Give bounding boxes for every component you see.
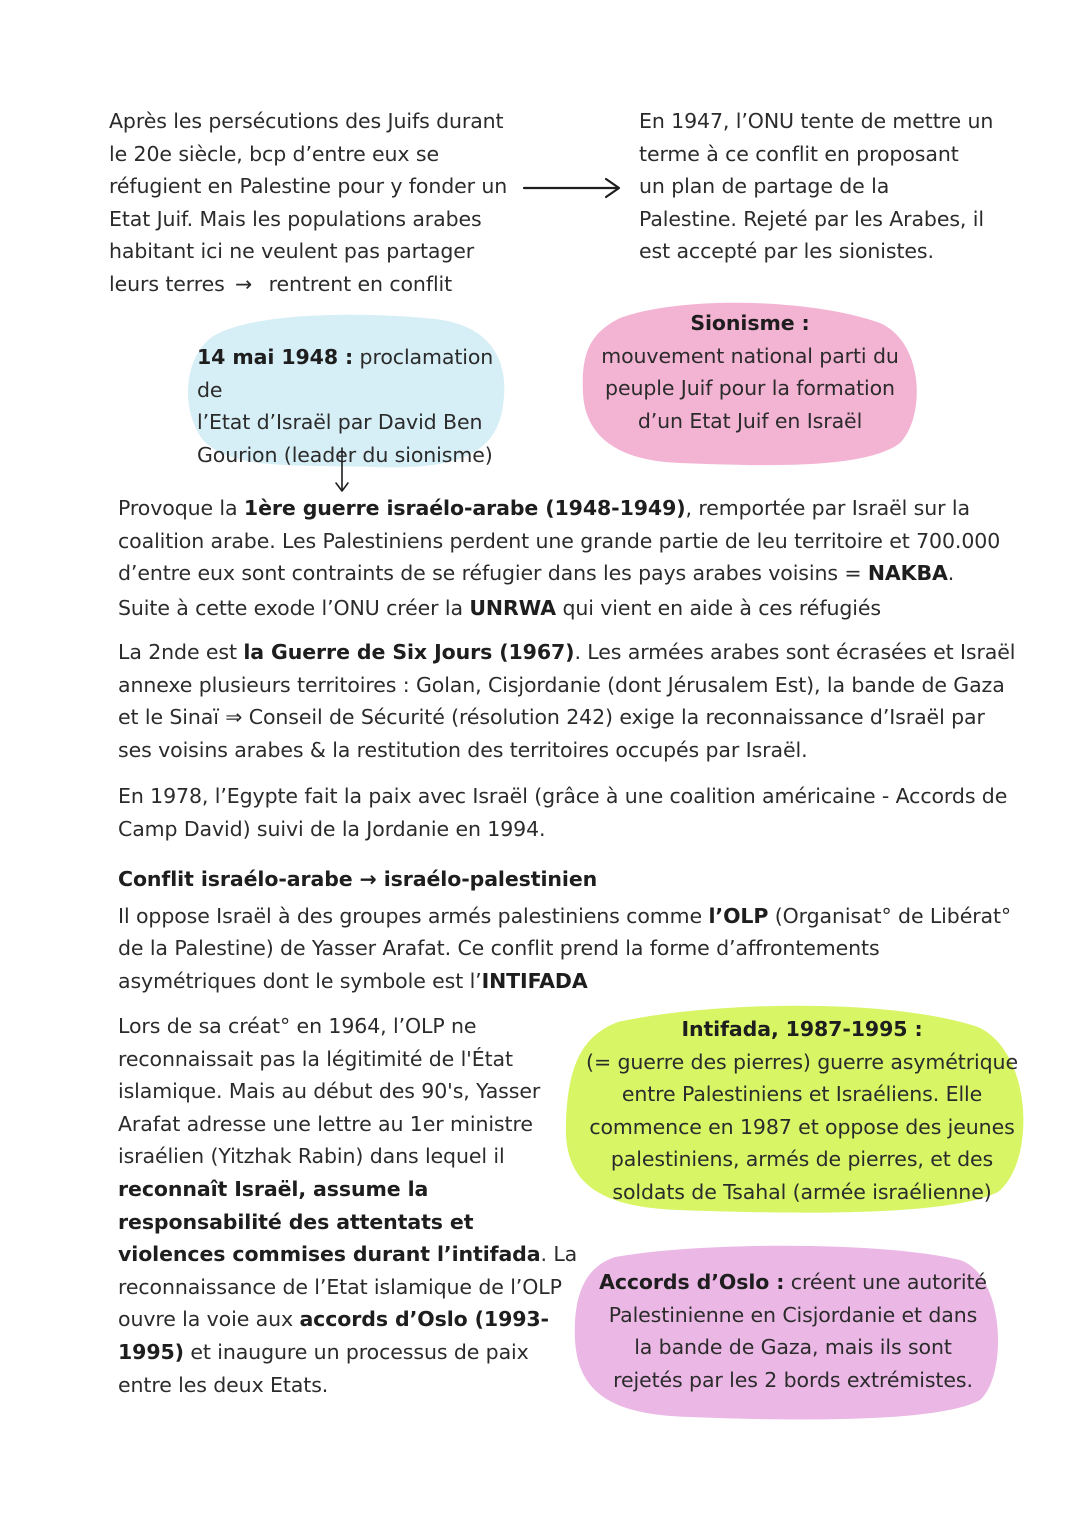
olp-term: l’OLP xyxy=(708,903,769,928)
intifada-box: Intifada, 1987-1995 : (= guerre des pierres) guerre asymétrique entre Palestiniens et Israéliens. Elle commence en 1987 et oppose des jeunes palestiniens, armés de pierres, et des soldats de Tsahal (armée israélienne) xyxy=(586,1017,1018,1204)
onu-line: un plan de partage de la xyxy=(639,174,890,199)
onu-plan-paragraph xyxy=(639,105,1019,268)
intro-line: Etat Juif. Mais les populations arabes xyxy=(109,206,482,231)
first-war-paragraph: Provoque la 1ère guerre israélo-arabe (1948-1949), remportée par Israël sur la coalition arabe. Les Palestiniens perdent une grande partie de leu territoire et 700.000 d’entre eux sont contraints de se réfugier dans les pays arabes voisins = NAKBA. Suite à cette exode l’ONU créer la UNRWA qui vient en aide à ces réfugiés xyxy=(118,492,1038,624)
down-arrow-icon xyxy=(332,446,352,494)
proclamation-box: 14 mai 1948 : proclamation de l’Etat d’Israël par David Ben Gourion (leader du sionisme) xyxy=(197,341,517,471)
intro-line: réfugient en Palestine pour y fonder un xyxy=(109,174,508,199)
conflict-line: de la Palestine) de Yasser Arafat. Ce conflit prend la forme d’affrontements xyxy=(118,936,880,961)
onu-line: En 1947, l’ONU tente de mettre un xyxy=(639,109,994,133)
first-war-title: 1ère guerre israélo-arabe (1948-1949) xyxy=(243,496,686,520)
onu-line: est accepté par les sionistes. xyxy=(639,239,934,264)
nakba-term: NAKBA xyxy=(867,561,948,586)
onu-line: Palestine. Rejeté par les Arabes, il xyxy=(639,206,984,231)
six-days-title: la Guerre de Six Jours (1967) xyxy=(243,640,575,664)
proclamation-line: l’Etat d’Israël par David Ben xyxy=(197,410,483,435)
peace-1978-paragraph xyxy=(118,780,1038,845)
sionisme-line: mouvement national parti du xyxy=(601,343,899,368)
intro-last-text: leurs terres xyxy=(109,271,225,296)
six-days-line: ses voisins arabes & la restitution des territoires occupés par Israël. xyxy=(118,737,808,762)
oslo-title: Accords d’Oslo : xyxy=(599,1270,785,1294)
intro-paragraph xyxy=(109,105,529,301)
intifada-title: Intifada, 1987-1995 : xyxy=(681,1017,923,1041)
intro-line xyxy=(109,268,529,301)
onu-line: terme à ce conflit en proposant xyxy=(639,141,959,166)
proclamation-date: 14 mai 1948 : xyxy=(197,345,354,369)
sionisme-line: peuple Juif pour la formation xyxy=(605,376,895,401)
proclamation-line: Gourion (leader du sionisme) xyxy=(197,442,493,467)
intro-line: le 20e siècle, bcp d’entre eux se xyxy=(109,141,439,166)
sionisme-line: d’un Etat Juif en Israël xyxy=(637,408,863,433)
intro-line: habitant ici ne veulent pas partager xyxy=(109,239,475,264)
six-days-line: et le Sinaï ⇒ Conseil de Sécurité (résolution 242) exige la reconnaissance d’Israël par xyxy=(118,705,985,730)
peace-line: Camp David) suivi de la Jordanie en 1994. xyxy=(118,816,546,841)
sionisme-box xyxy=(590,307,910,437)
intifada-term: INTIFADA xyxy=(481,968,588,993)
sionisme-title: Sionisme : xyxy=(690,311,810,335)
first-war-line: coalition arabe. Les Palestiniens perdent une grande partie de leu territoire et 700.000 xyxy=(118,528,1001,553)
section-heading: Conflit israélo-arabe → israélo-palestinien xyxy=(118,867,598,891)
right-arrow-icon: → xyxy=(235,271,253,296)
conflict-section: Conflit israélo-arabe → israélo-palestinien Il oppose Israël à des groupes armés palestiniens comme l’OLP (Organisat° de Libérat° de la Palestine) de Yasser Arafat. Ce conflit prend la forme d’affrontements asymétriques dont le symbole est l’INTIFADA xyxy=(118,863,1038,997)
peace-line: En 1978, l’Egypte fait la paix avec Israël (grâce à une coalition américaine - Accords de xyxy=(118,784,1008,808)
intro-line: Après les persécutions des Juifs durant xyxy=(109,109,504,133)
long-right-arrow-icon xyxy=(522,176,622,200)
unrwa-term: UNRWA xyxy=(469,595,557,620)
oslo-box: Accords d’Oslo : créent une autorité Palestinienne en Cisjordanie et dans la bande de Gaza, mais ils sont rejetés par les 2 bords extrémistes. xyxy=(599,1270,987,1392)
intro-last-text: rentrent en conflit xyxy=(268,271,453,296)
olp-paragraph: Lors de sa créat° en 1964, l’OLP ne reconnaissait pas la légitimité de l'État islamique. Mais au début des 90's, Yasser Arafat adresse une lettre au 1er ministre israélien (Yitzhak Rabin) dans lequel il reconnaît Israël, assume la responsabilité des attentats et violences commises durant l’intifada. La reconnaissance de l’Etat islamique de l’OLP ouvre la voie aux accords d’Oslo (1993- 1995) et inaugure un processus de paix entre les deux Etats. xyxy=(118,1014,578,1397)
six-days-paragraph: La 2nde est la Guerre de Six Jours (1967). Les armées arabes sont écrasées et Israël annexe plusieurs territoires : Golan, Cisjordanie (dont Jérusalem Est), la bande de Gaza et le Sinaï ⇒ Conseil de Sécurité (résolution 242) exige la reconnaissance d’Israël par ses voisins arabes & la restitution des territoires occupés par Israël. xyxy=(118,636,1038,766)
six-days-line: annexe plusieurs territoires : Golan, Cisjordanie (dont Jérusalem Est), la bande de Gaza xyxy=(118,672,1005,697)
